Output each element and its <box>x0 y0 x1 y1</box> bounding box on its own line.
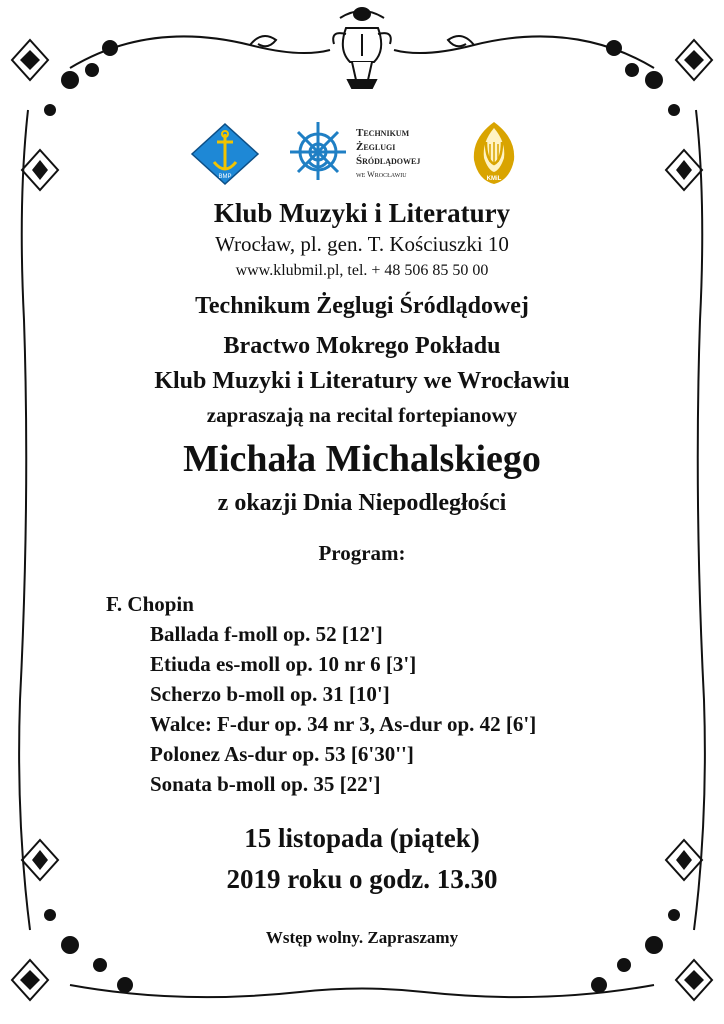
school-name-line: we Wrocławiu <box>356 170 407 179</box>
club-contact: www.klubmil.pl, tel. + 48 506 85 50 00 <box>235 262 489 279</box>
svg-text:BMP: BMP <box>218 174 232 180</box>
program-item: Walce: F-dur op. 34 nr 3, As-dur op. 42 [6'] <box>150 712 537 736</box>
vase-ornament <box>333 8 391 88</box>
occasion-text: z okazji Dnia Niepodległości <box>217 490 507 516</box>
svg-text:KMiL: KMiL <box>486 176 502 182</box>
event-time: 2019 roku o godz. 13.30 <box>226 864 498 894</box>
program-item: Ballada f-moll op. 52 [12'] <box>150 622 383 646</box>
invitation-text: zapraszają na recital fortepianowy <box>206 403 518 427</box>
program-composer: F. Chopin <box>106 592 194 616</box>
school-ship-wheel-logo <box>287 118 349 184</box>
school-name-line: Żeglugi <box>356 141 396 153</box>
program-item: Sonata b-moll op. 35 [22'] <box>150 772 381 796</box>
program-item: Scherzo b-moll op. 31 [10'] <box>150 682 390 706</box>
organizer-club: Klub Muzyki i Literatury we Wrocławiu <box>154 368 570 394</box>
kmil-lyre-logo <box>464 118 524 186</box>
program-heading: Program: <box>318 541 406 565</box>
footer-note: Wstęp wolny. Zapraszamy <box>265 928 459 947</box>
bmp-anchor-logo <box>190 122 260 186</box>
club-address: Wrocław, pl. gen. T. Kościuszki 10 <box>215 232 509 256</box>
school-name-block <box>356 126 420 182</box>
school-name-line: Śródlądowej <box>356 155 421 167</box>
organizer-school: Technikum Żeglugi Śródlądowej <box>195 293 529 319</box>
school-name-line: Technikum <box>356 127 410 139</box>
club-name-heading: Klub Muzyki i Literatury <box>213 198 511 228</box>
program-item: Etiuda es-moll op. 10 nr 6 [3'] <box>150 652 417 676</box>
artist-name: Michała Michalskiego <box>183 438 541 480</box>
program-item: Polonez As-dur op. 53 [6'30''] <box>150 742 414 766</box>
logos-row <box>0 118 724 198</box>
organizer-brotherhood: Bractwo Mokrego Pokładu <box>223 333 501 359</box>
event-date: 15 listopada (piątek) <box>244 823 480 853</box>
